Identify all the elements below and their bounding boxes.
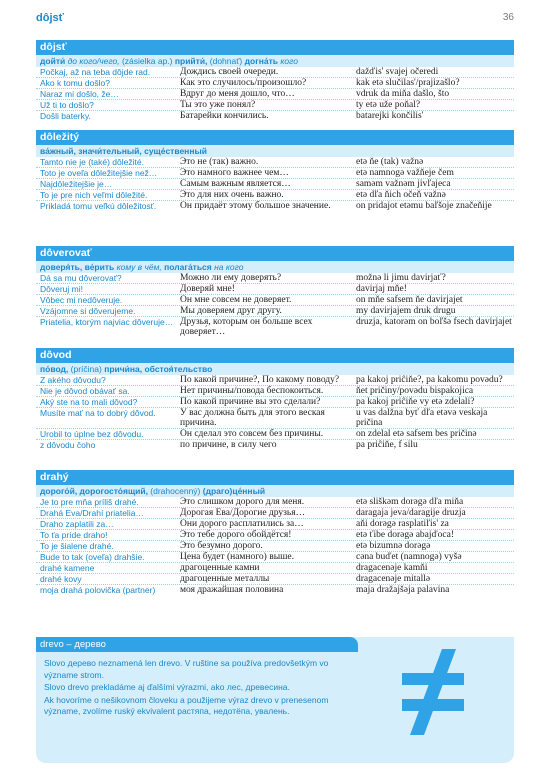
table-row [36, 497, 514, 508]
example-russian: У вас должна́ быть для э́того ве́ская причи́на. [180, 408, 325, 428]
example-slovak: Tamto nie je (také) dôležité. [40, 157, 144, 167]
example-transcription: dragacenəje kamňi [356, 563, 428, 573]
translation-segment: дойти́ [40, 56, 66, 66]
translation-segment: до кого/чего, [65, 56, 122, 66]
example-russian: Доверя́й мне! [180, 284, 235, 294]
table-row [36, 100, 514, 111]
table-row [36, 306, 514, 317]
example-russian: Э́то не (так) ва́жно. [180, 157, 259, 167]
usage-note-box [36, 637, 514, 763]
table-row [36, 201, 514, 211]
entry-translations [36, 485, 514, 497]
example-slovak: z dôvodu čoho [40, 440, 96, 450]
entry-translations [36, 145, 514, 157]
example-transcription: maja dražajšəja palavina [356, 585, 450, 595]
usage-note-paragraph: Slovo drevo prekladáme aj ďalšími výrazmi, ako лес, древесина. [44, 682, 290, 692]
example-russian: Он мне совсе́м не доверя́ет. [180, 295, 292, 305]
example-slovak: Bude to tak (oveľa) drahšie. [40, 552, 145, 562]
entry-doverovat [36, 246, 514, 337]
entry-drahy [36, 470, 514, 595]
table-row [36, 508, 514, 519]
entry-dovod [36, 348, 514, 450]
usage-note-paragraph: Slovo дерево neznamená len drevo. V ruštine sa používa predovšetkým vo význame strom. [44, 658, 329, 680]
example-russian: Э́то намно́го важне́е чем… [180, 168, 289, 178]
entry-headword: dôverovať [36, 246, 514, 261]
usage-note-text [44, 658, 344, 719]
translation-segment: на кого [211, 262, 244, 272]
example-slovak: moja drahá polovička (partner) [40, 585, 156, 595]
translation-segment: прийти́, [174, 56, 210, 66]
example-russian: Дорога́я Е́ва/Дороги́е друзья́… [180, 508, 306, 518]
table-row [36, 89, 514, 100]
example-russian: драгоце́нные ка́мни [180, 563, 260, 573]
translation-segment: (zásielka ap.) [121, 56, 175, 66]
table-row [36, 519, 514, 530]
usage-note-paragraph: Ak hovoríme o nešikovnom človeku a použijeme výraz drevo v prenesenom význame, zvolíme ruský ekvivalent растяпа, недотёпа, увалень. [44, 694, 329, 716]
table-row [36, 157, 514, 168]
example-transcription: daragaja jeva/daragije druzja [356, 508, 466, 518]
example-transcription: etə sliškəm dorəgə dľa miňa [356, 497, 464, 507]
entry-dojst [36, 40, 514, 121]
translation-segment: (драго)це́нный [202, 486, 266, 496]
example-russian: Они́ до́рого расплати́лись за… [180, 519, 304, 529]
example-russian: Э́то безу́мно до́рого. [180, 541, 263, 551]
example-transcription: etə namnogə važňeje čem [356, 168, 454, 178]
page-header [36, 12, 514, 28]
entry-translations [36, 55, 514, 67]
example-transcription: možnə li jimu davirjať? [356, 273, 446, 283]
example-russian: По како́й причи́не?, По како́му по́воду? [180, 375, 340, 385]
example-transcription: on pridajot etəmu baľšoje značeňije [356, 201, 492, 211]
table-row [36, 574, 514, 585]
entry-rows [36, 67, 514, 121]
translation-segment: причи́на, обстоя́тельство [104, 364, 213, 374]
table-row [36, 585, 514, 595]
example-russian: Нет причи́ны/по́вода беспоко́иться. [180, 386, 324, 396]
example-slovak: Ako k tomu došlo? [40, 78, 110, 88]
table-row [36, 168, 514, 179]
example-slovak: Priatelia, ktorým najviac dôveruje… [40, 317, 174, 327]
example-russian: Мо́жно ли ему́ доверя́ть? [180, 273, 282, 283]
example-transcription: saməm važnəm jivľajeca [356, 179, 451, 189]
example-transcription: on mňe safsem ňe davirjajet [356, 295, 463, 305]
entry-headword: dôležitý [36, 130, 514, 145]
translation-segment: полага́ться [164, 262, 212, 272]
example-slovak: Dá sa mu dôverovať? [40, 273, 122, 283]
example-slovak: Draho zaplatili za… [40, 519, 114, 529]
example-transcription: pa priĉiňe, f silu [356, 440, 418, 450]
example-slovak: Vzájomne si dôverujeme. [40, 306, 136, 316]
example-russian: драгоце́нные мета́ллы [180, 574, 270, 584]
example-slovak: To je šialene drahé. [40, 541, 114, 551]
example-slovak: Najdôležitejšie je… [40, 179, 113, 189]
example-transcription: kak etə slučilas'/prajizašlo? [356, 78, 460, 88]
example-russian: Как э́то случи́лось/произошло́? [180, 78, 307, 88]
table-row [36, 440, 514, 450]
example-russian: Э́то сли́шком до́рого для меня́. [180, 497, 305, 507]
example-slovak: Počkaj, až na teba dôjde rad. [40, 67, 151, 77]
example-transcription: ty etə uže poňal? [356, 100, 421, 110]
entry-headword: dôvod [36, 348, 514, 363]
example-slovak: To je pre nich veľmi dôležité. [40, 190, 148, 200]
entry-rows [36, 157, 514, 211]
table-row [36, 386, 514, 397]
example-russian: Друзья́, кото́рым он бо́льше всех доверя́ет… [180, 317, 313, 337]
entry-translations [36, 261, 514, 273]
usage-note-title: drevo – дерево [36, 637, 358, 652]
translation-segment: доверя́ть, ве́рить [40, 262, 115, 272]
example-slovak: Došli baterky. [40, 111, 91, 121]
example-russian: Са́мым ва́жным явля́ется… [180, 179, 291, 189]
table-row [36, 375, 514, 386]
entry-headword: drahý [36, 470, 514, 485]
example-russian: Ты э́то уже́ по́нял? [180, 100, 256, 110]
example-transcription: u vas dalžna byť dľa etəvə veskəja pričina [356, 408, 488, 428]
example-russian: моя́ дража́йшая полови́на [180, 585, 284, 595]
table-row [36, 179, 514, 190]
example-slovak: Musíte mať na to dobrý dôvod. [40, 408, 156, 418]
translation-segment: дорого́й, дорогосто́ящий, [40, 486, 151, 496]
table-row [36, 317, 514, 337]
example-russian: Цена́ бу́дет (намно́го) вы́ше. [180, 552, 294, 562]
translation-segment: (príčina) [70, 364, 105, 374]
example-russian: Мы доверя́ем друг дру́гу. [180, 306, 282, 316]
example-slovak: Z akého dôvodu? [40, 375, 106, 385]
table-row [36, 397, 514, 408]
example-russian: Батаре́йки ко́нчились. [180, 111, 269, 121]
entry-rows [36, 273, 514, 337]
page-title: dôjsť [36, 12, 64, 24]
example-slovak: Aký ste na to mali dôvod? [40, 397, 138, 407]
example-transcription: etə dľa ňich očeň važnə [356, 190, 446, 200]
example-russian: Вдруг до меня́ дошло́, что… [180, 89, 295, 99]
example-slovak: Nie je dôvod obávať sa. [40, 386, 130, 396]
table-row [36, 190, 514, 201]
translation-segment: ва́жный, значи́тельный, суще́ственный [40, 146, 207, 156]
translation-segment: (dohnať) [209, 56, 245, 66]
example-slovak: drahé kovy [40, 574, 82, 584]
example-transcription: pa kakoj priĉiňe vy etə zdelali? [356, 397, 475, 407]
table-row [36, 273, 514, 284]
example-slovak: Je to pre mňa príliš drahé. [40, 497, 139, 507]
example-transcription: dragacenəje mitallə [356, 574, 431, 584]
translation-segment: по́вод, [40, 364, 71, 374]
table-row [36, 408, 514, 429]
example-slovak: Vôbec mi nedôveruje. [40, 295, 123, 305]
example-slovak: Urobil to úplne bez dôvodu. [40, 429, 144, 439]
translation-segment: догна́ть [244, 56, 279, 66]
example-slovak: Toto je oveľa dôležitejšie než… [40, 168, 158, 178]
table-row [36, 78, 514, 89]
table-row [36, 111, 514, 121]
table-row [36, 563, 514, 574]
example-russian: По како́й причи́не вы э́то сде́лали? [180, 397, 321, 407]
entry-rows [36, 375, 514, 450]
not-equal-icon [398, 647, 468, 737]
example-slovak: Drahá Eva/Drahí priatelia… [40, 508, 144, 518]
example-russian: Э́то для них о́чень ва́жно. [180, 190, 284, 200]
entry-rows [36, 497, 514, 595]
example-transcription: cəna buďet (namnogə) vyšə [356, 552, 462, 562]
example-russian: по причи́не, в си́лу чего [180, 440, 277, 450]
example-transcription: etə ťibe dorəgə abajďoca! [356, 530, 455, 540]
example-transcription: on zdelal etə safsem bes pričinə [356, 429, 477, 439]
translation-segment: (drahocenný) [150, 486, 203, 496]
example-slovak: Dôveruj mi! [40, 284, 83, 294]
table-row [36, 67, 514, 78]
example-slovak: Už ti to došlo? [40, 100, 94, 110]
example-russian: Дожди́сь свое́й о́череди. [180, 67, 279, 77]
table-row [36, 530, 514, 541]
table-row [36, 429, 514, 440]
example-russian: Э́то тебе́ до́рого обойдётся! [180, 530, 292, 540]
example-slovak: drahé kamene [40, 563, 95, 573]
example-russian: Он сде́лал э́то совсе́м без причи́ны. [180, 429, 324, 439]
example-transcription: aňi dorəgə rasplatiľis' za [356, 519, 449, 529]
entry-dolezity [36, 130, 514, 211]
table-row [36, 295, 514, 306]
entry-headword: dôjsť [36, 40, 514, 55]
table-row [36, 284, 514, 295]
page-number: 36 [502, 12, 514, 23]
example-russian: Он придаёт э́тому большо́е значе́ние. [180, 201, 331, 211]
example-transcription: dažďis' svajej očeredi [356, 67, 439, 77]
example-slovak: To ťa príde draho! [40, 530, 108, 540]
example-slovak: Prikladá tomu veľkú dôležitosť. [40, 201, 157, 211]
example-transcription: batarejki končilis' [356, 111, 424, 121]
example-transcription: etə ňe (tak) važnə [356, 157, 424, 167]
example-transcription: vdruk da miňa dašlo, što [356, 89, 450, 99]
table-row [36, 541, 514, 552]
translation-segment: кому в чём, [114, 262, 165, 272]
example-transcription: druzja, katorəm on boľšə fsech davirjajet [356, 317, 512, 327]
example-transcription: my davirjajem druk drugu [356, 306, 456, 316]
example-transcription: ňet pričiny/povədu bispakojica [356, 386, 474, 396]
example-slovak: Naraz mi došlo, že… [40, 89, 119, 99]
example-transcription: pa kakoj priĉiňe?, pa kakomu povədu? [356, 375, 503, 385]
example-transcription: davirjaj mňe! [356, 284, 407, 294]
table-row [36, 552, 514, 563]
entry-translations [36, 363, 514, 375]
translation-segment: кого [278, 56, 298, 66]
example-transcription: etə bizumnə dorəgə [356, 541, 431, 551]
